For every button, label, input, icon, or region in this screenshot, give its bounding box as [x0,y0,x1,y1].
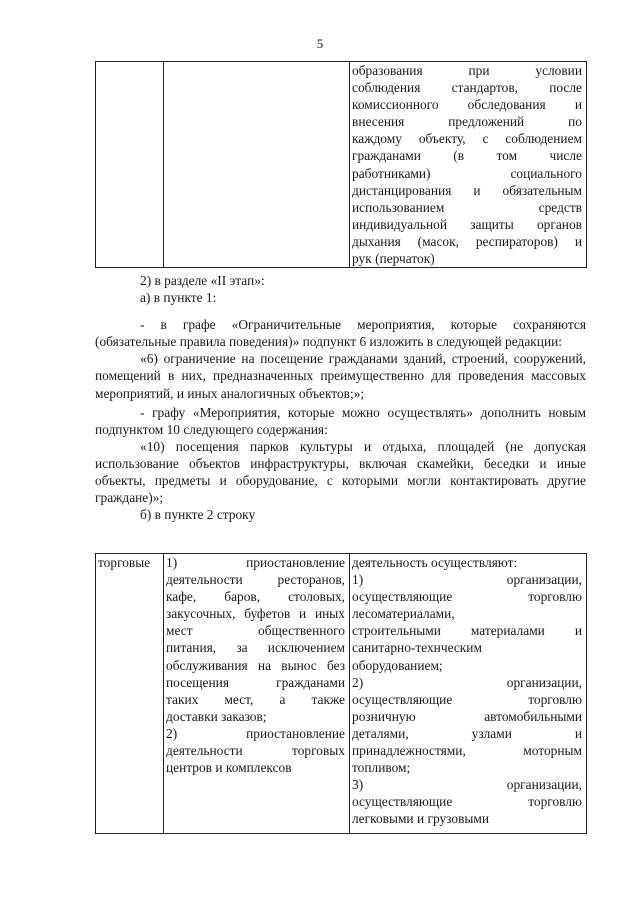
cell-line: оборудованием; [352,657,443,673]
cell-line: обслуживания на вынос без [166,657,345,673]
paragraph-quote-6: «6) ограничение на посещение гражданами зданий, строений, сооружений, помещений в них, предназначенных преимущественно для проведения массовых мероприятий, и иных аналогичных объектов;»; [95,351,586,401]
cell-line: 2) приостановление [166,725,345,741]
cell-line: каждому объекту, с соблюдением [352,131,582,147]
paragraph-section: 2) в разделе «II этап»: [140,273,265,288]
cell-line: принадлежностями, моторным [352,743,582,759]
cell-line: комиссионного обследования и [352,97,582,113]
cell-text [350,554,586,828]
cell-text [164,554,349,776]
cell-line: деятельности ресторанов, [166,572,345,588]
paragraph-amendment-2: - графу «Мероприятия, которые можно осуществлять» дополнить новым подпунктом 10 следующего содержания: [95,404,586,437]
paragraph-quote-10: «10) посещения парков культуры и отдыха, площадей (не допуская использование объектов инфраструктуры, включая скамейки, беседки и иные объекты, предметы и оборудование, с которыми могли контактировать другие граждане)»; [95,438,586,506]
cell-text [350,62,586,267]
cell-line: розничную автомобильными [352,708,582,724]
cell-line: дыхания (масок, респираторов) и [352,233,582,249]
cell-line: осуществляющие торговлю [352,691,582,707]
table-cell-col1 [96,554,164,834]
cell-line: доставки заказов; [166,708,267,724]
cell-line: осуществляющие торговлю [352,589,582,605]
cell-line: деятельности торговых [166,743,345,759]
table-cell-col2 [164,554,350,834]
cell-line: осуществляющие торговлю [352,794,582,810]
paragraph-subsection-b: б) в пункте 2 строку [140,507,256,523]
cell-line: внесения предложений по [352,114,582,130]
cell-line: посещения гражданами [166,674,345,690]
cell-line: гражданами (в том числе [352,148,582,164]
cell-line: соблюдения стандартов, после [352,80,582,96]
cell-line: дистанцирования и обязательным [352,182,582,198]
cell-line: санитарно-технческим [352,640,482,656]
cell-line: индивидуальной защиты органов [352,216,582,232]
cell-line: образования при условии [352,63,582,78]
cell-line: деятельность осуществляют: [352,555,518,570]
cell-text: торговые [98,555,151,570]
cell-line: работниками) социального [352,165,582,181]
cell-line: использованием средств [352,199,582,215]
cell-line: строительными материалами и [352,623,582,639]
cell-line: рук (перчаток) [352,251,435,267]
table-cell-col3 [350,554,587,834]
table-cell-col2 [164,62,350,268]
cell-line: лесоматериалами, [352,606,455,622]
table-row [96,554,587,834]
cell-line: питания, за исключением [166,640,345,656]
paragraph-subsection: а) в пункте 1: [140,290,217,306]
cell-line: топливом; [352,760,411,776]
table-continued [95,61,587,268]
cell-line: 1) организации, [352,572,582,588]
document-body [95,272,586,523]
cell-line: таких мест, а также [166,691,345,707]
cell-line: легковыми и грузовыми [352,811,490,827]
table-cell-col3 [350,62,587,268]
cell-line: 3) организации, [352,777,582,793]
page-number: 5 [316,36,324,51]
cell-line: 2) организации, [352,674,582,690]
cell-line: мест общественного [166,623,345,639]
cell-line: закусочных, буфетов и иных [166,606,345,622]
cell-line: деталями, узлами и [352,725,582,741]
cell-line: кафе, баров, столовых, [166,589,345,605]
table-row [96,62,587,268]
table-trade-row [95,553,587,834]
table-cell-col1 [96,62,164,268]
paragraph-amendment: - в графе «Ограничительные мероприятия, которые сохраняются (обязательные правила поведения)» подпункт 6 изложить в следующей редакции: [95,317,586,350]
cell-line: центров и комплексов [166,760,292,776]
cell-line: 1) приостановление [166,555,345,570]
